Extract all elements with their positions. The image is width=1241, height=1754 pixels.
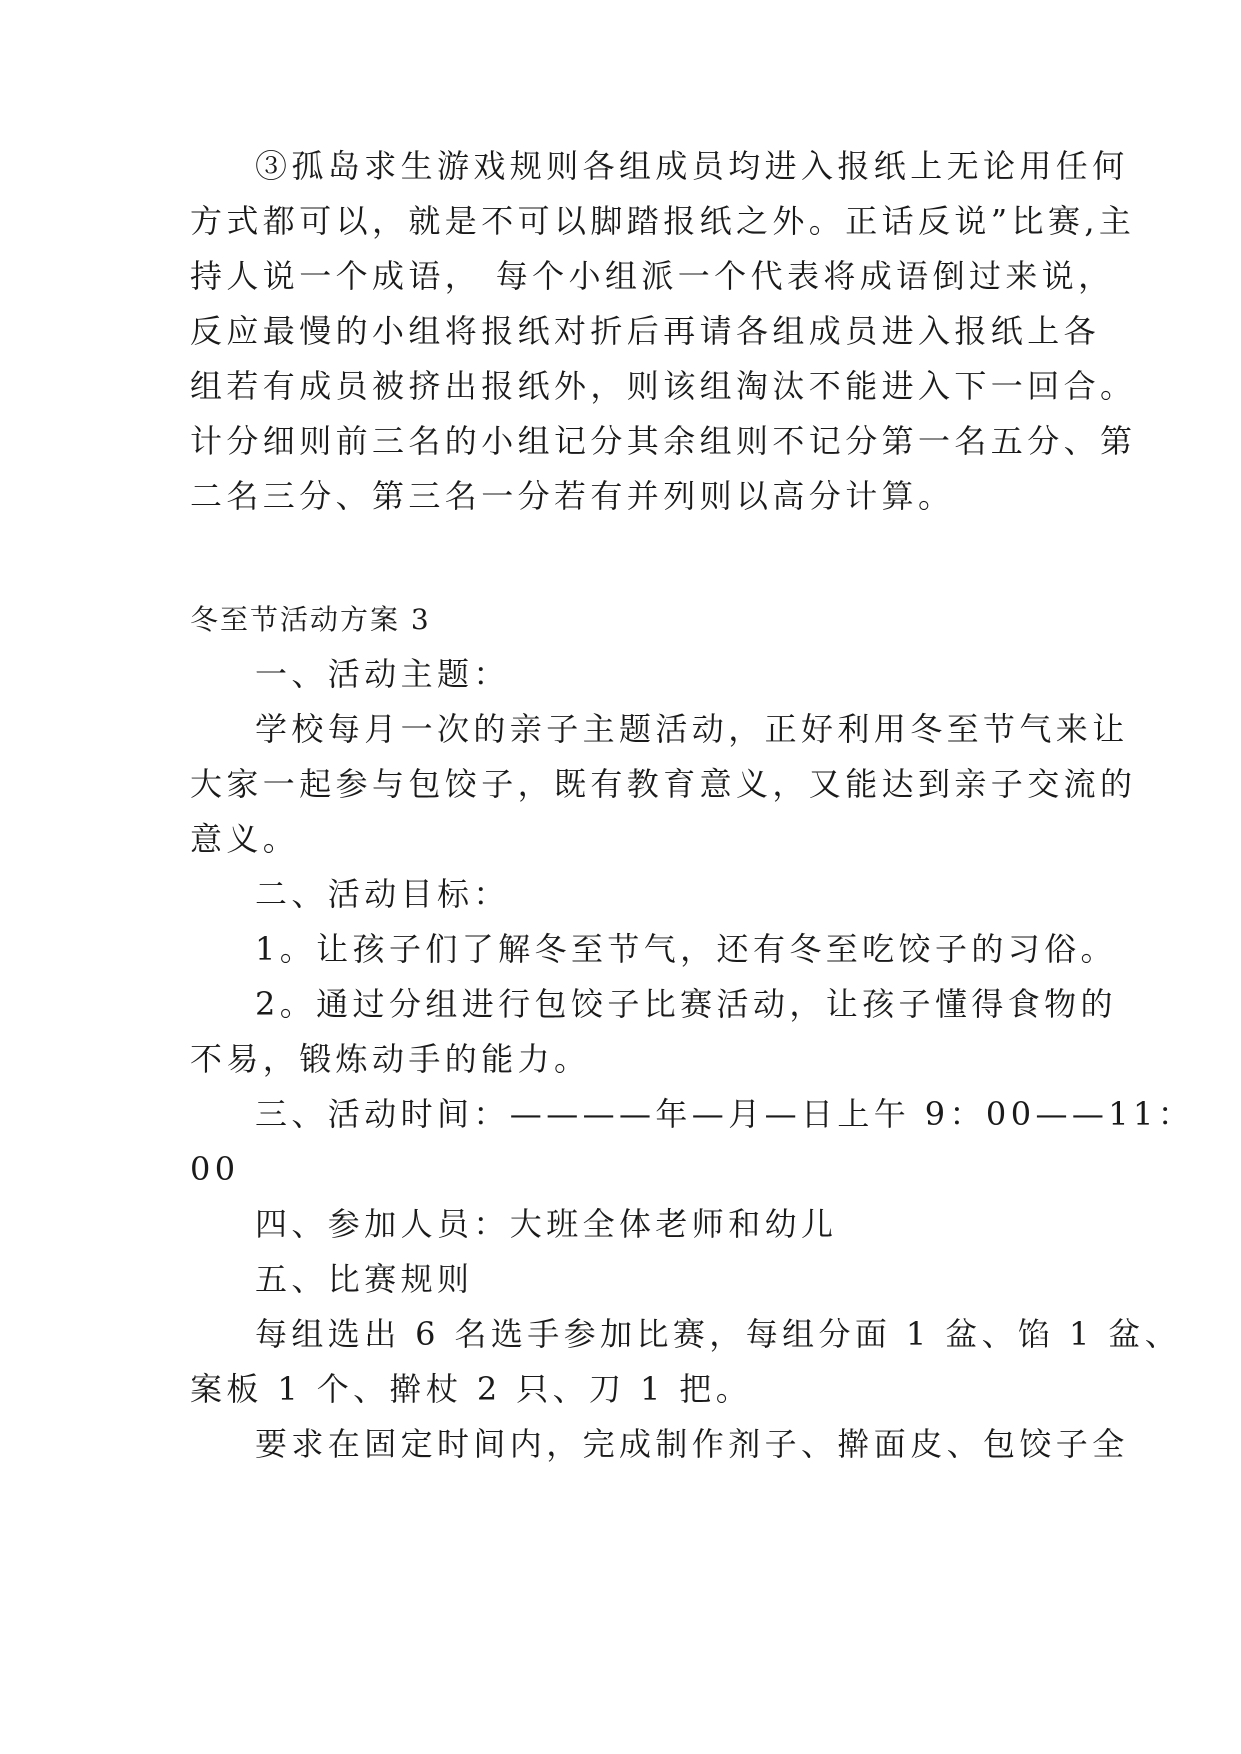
paragraph-line: 持人说一个成语， 每个小组派一个代表将成语倒过来说，: [190, 257, 1115, 295]
rules-heading: 五、比赛规则: [255, 1260, 474, 1298]
participants-line: 四、参加人员：大班全体老师和幼儿: [255, 1205, 838, 1243]
paragraph-line: 学校每月一次的亲子主题活动，正好利用冬至节气来让: [255, 710, 1129, 748]
paragraph-line: 方式都可以，就是不可以脚踏报纸之外。正话反说”比赛,主: [190, 202, 1136, 240]
paragraph-line: 计分细则前三名的小组记分其余组则不记分第一名五分、第: [190, 422, 1137, 460]
paragraph-line: 反应最慢的小组将报纸对折后再请各组成员进入报纸上各: [190, 312, 1101, 350]
paragraph-line: 意义。: [190, 820, 300, 858]
paragraph-line: 不易，锻炼动手的能力。: [190, 1040, 591, 1078]
rules-line: 每组选出 6 名选手参加比赛，每组分面 1 盆、馅 1 盆、: [255, 1315, 1182, 1353]
requirement-line: 要求在固定时间内，完成制作剂子、擀面皮、包饺子全: [255, 1425, 1129, 1463]
goal-item: 2。通过分组进行包饺子比赛活动，让孩子懂得食物的: [255, 985, 1117, 1023]
goal-heading: 二、活动目标：: [255, 875, 510, 913]
time-line: 三、活动时间：————年—月—日上午 9：00——11：: [255, 1095, 1195, 1133]
rules-line: 案板 1 个、擀杖 2 只、刀 1 把。: [190, 1370, 753, 1408]
paragraph-line: 组若有成员被挤出报纸外，则该组淘汰不能进入下一回合。: [190, 367, 1137, 405]
time-line: 00: [190, 1150, 240, 1188]
paragraph-line: 大家一起参与包饺子，既有教育意义，又能达到亲子交流的: [190, 765, 1137, 803]
goal-item: 1。让孩子们了解冬至节气，还有冬至吃饺子的习俗。: [255, 930, 1117, 968]
theme-heading: 一、活动主题：: [255, 655, 510, 693]
section-title: 冬至节活动方案 3: [190, 603, 431, 636]
paragraph-line: 二名三分、第三名一分若有并列则以高分计算。: [190, 477, 955, 515]
paragraph-line: ③孤岛求生游戏规则各组成员均进入报纸上无论用任何: [255, 147, 1129, 185]
